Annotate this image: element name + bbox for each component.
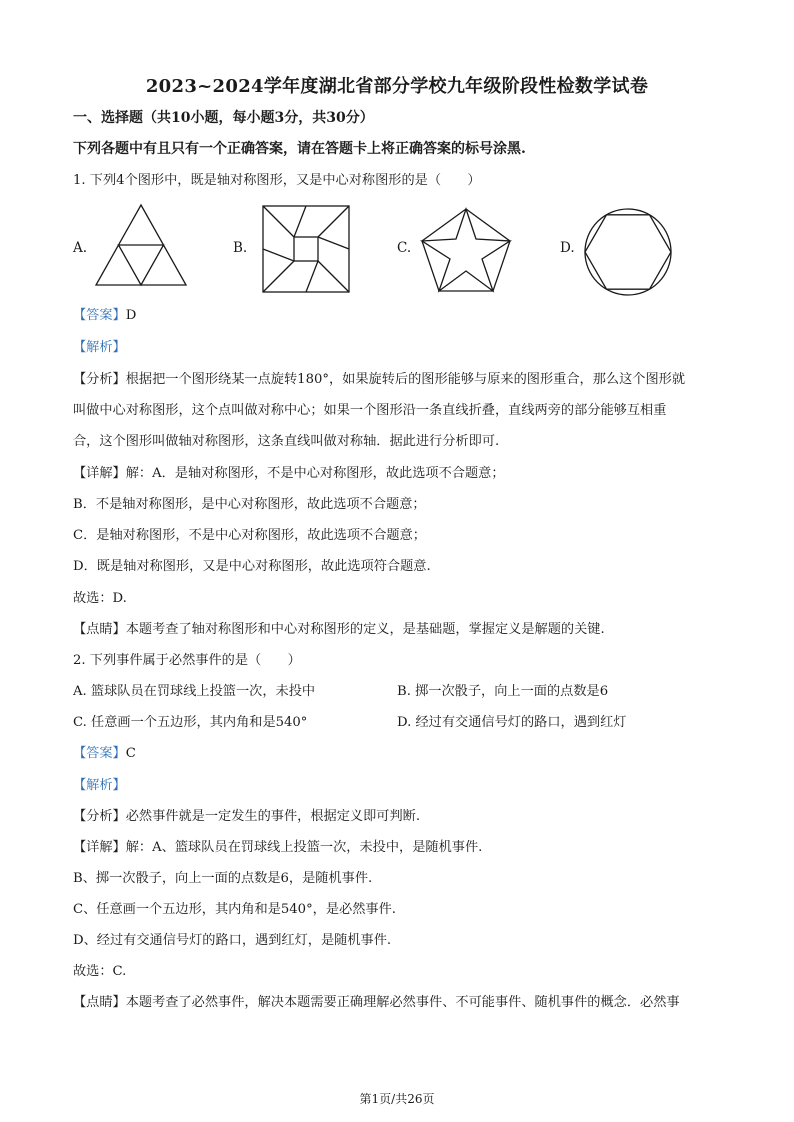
detail-text: 解：A．是轴对称图形，不是中心对称图形，故此选项不合题意； xyxy=(125,466,505,481)
q1-option-c-label: C. xyxy=(397,240,412,256)
q1-option-a-label: A. xyxy=(73,240,88,256)
q2-detail-line-4: D、经过有交通信号灯的路口，遇到红灯，是随机事件. xyxy=(73,933,392,948)
q2-detail-line-3: C、任意画一个五边形，其内角和是540°，是必然事件. xyxy=(73,902,396,917)
q2-detail-line-2: B、掷一次骰子，向上一面的点数是6，是随机事件. xyxy=(73,871,373,886)
circle-hexagon-figure xyxy=(583,207,673,297)
detail-text: 解：A、篮球队员在罚球线上投篮一次，未投中，是随机事件. xyxy=(125,840,483,855)
square-pinwheel-figure xyxy=(262,205,350,293)
fenxi-tag: 【分析】 xyxy=(73,809,126,824)
q1-fenxi-line-2: 叫做中心对称图形，这个点叫做对称中心；如果一个图形沿一条直线折叠，直线两旁的部分能够互相重 xyxy=(73,403,667,418)
q2-option-c: C. 任意画一个五边形，其内角和是540° xyxy=(73,715,308,730)
section-heading: 一、选择题（共10小题，每小题3分，共30分） xyxy=(73,110,374,126)
q1-detail-line-2: B．不是轴对称图形，是中心对称图形，故此选项不合题意； xyxy=(73,497,426,512)
q1-choose: 故选：D. xyxy=(73,591,127,606)
comment-text: 本题考查了必然事件，解决本题需要正确理解必然事件、不可能事件、随机事件的概念．必然事 xyxy=(125,995,680,1010)
comment-tag: 【点睛】 xyxy=(73,995,126,1010)
q2-stem: 2. 下列事件属于必然事件的是（ ） xyxy=(73,653,301,668)
q2-option-b: B. 掷一次骰子，向上一面的点数是6 xyxy=(397,684,609,699)
answer-tag: 【答案】 xyxy=(73,746,126,761)
pentagon-star-figure xyxy=(420,207,512,293)
triangle-figure xyxy=(94,203,188,287)
q2-fenxi xyxy=(73,807,733,827)
q1-detail-line-1 xyxy=(73,464,733,484)
comment-text: 本题考查了轴对称图形和中心对称图形的定义，是基础题，掌握定义是解题的关键. xyxy=(125,622,605,637)
detail-tag: 【详解】 xyxy=(73,840,126,855)
answer-tag: 【答案】 xyxy=(73,308,126,323)
analysis-tag: 【解析】 xyxy=(73,340,126,355)
q1-detail-line-3: C．是轴对称图形，不是中心对称图形，故此选项不合题意； xyxy=(73,528,426,543)
q1-fenxi-line-3: 合，这个图形叫做轴对称图形，这条直线叫做对称轴．据此进行分析即可. xyxy=(73,434,500,449)
q2-choose: 故选：C. xyxy=(73,964,127,979)
q2-answer xyxy=(73,744,733,764)
q1-answer xyxy=(73,306,733,326)
q1-detail-line-4: D．既是轴对称图形，又是中心对称图形，故此选项符合题意. xyxy=(73,559,431,574)
q2-option-d: D. 经过有交通信号灯的路口，遇到红灯 xyxy=(397,715,627,730)
comment-tag: 【点睛】 xyxy=(73,622,126,637)
fenxi-text: 根据把一个图形绕某一点旋转180°，如果旋转后的图形能够与原来的图形重合，那么这个图形就 xyxy=(125,372,686,387)
answer-value: C xyxy=(125,746,136,761)
q1-fenxi-line-1 xyxy=(73,370,733,390)
q1-stem: 1. 下列4个图形中，既是轴对称图形，又是中心对称图形的是（ ） xyxy=(73,173,481,188)
page-number: 第1页/共26页 xyxy=(359,1092,435,1106)
q1-analysis-tag xyxy=(73,338,733,358)
section-instruction: 下列各题中有且只有一个正确答案，请在答题卡上将正确答案的标号涂黑. xyxy=(73,141,526,157)
page-title: 2023~2024学年度湖北省部分学校九年级阶段性检数学试卷 xyxy=(145,76,649,97)
q2-analysis-tag xyxy=(73,776,733,796)
q2-comment xyxy=(73,993,733,1013)
fenxi-tag: 【分析】 xyxy=(73,372,126,387)
q1-option-d-label: D. xyxy=(560,240,575,256)
q2-option-a: A. 篮球队员在罚球线上投篮一次，未投中 xyxy=(73,684,316,699)
answer-value: D xyxy=(125,308,137,323)
fenxi-text: 必然事件就是一定发生的事件，根据定义即可判断. xyxy=(125,809,421,824)
q2-detail-line-1 xyxy=(73,838,733,858)
detail-tag: 【详解】 xyxy=(73,466,126,481)
analysis-tag: 【解析】 xyxy=(73,778,126,793)
q1-option-b-label: B. xyxy=(233,240,248,256)
q1-comment xyxy=(73,620,733,640)
